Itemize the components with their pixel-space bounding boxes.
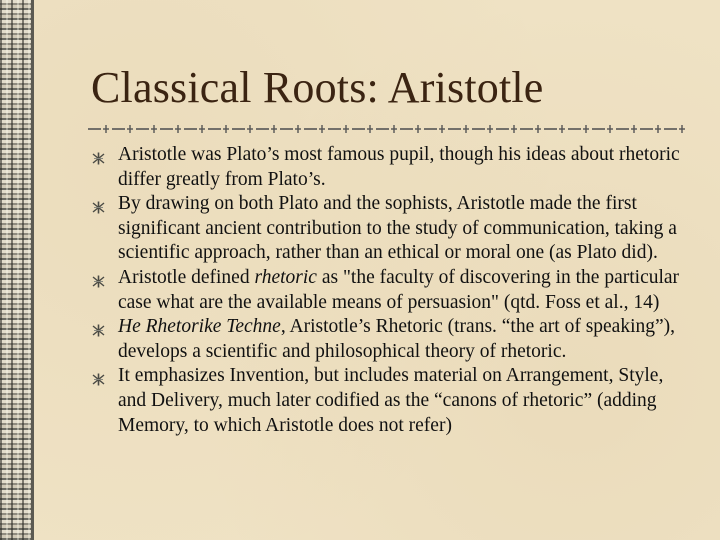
bullet-item (92, 266, 692, 315)
bullet-text: It emphasizes Invention, but includes material on Arrangement, Style, and Delivery, much later codified as the “canons of rhetoric” (adding Memory, to which Aristotle does not refer) (118, 365, 664, 436)
bullet-text: Aristotle was Plato’s most famous pupil, though his ideas about rhetoric differ greatly from Plato’s. (118, 144, 680, 190)
bullet-text-italic: rhetoric (254, 266, 317, 288)
bullet-item (92, 192, 692, 266)
bullet-text: , Aristotle’s Rhetoric (trans. “the art of speaking”), develops a scientific and philosophical theory of rhetoric. (118, 316, 676, 362)
asterisk-crossed-icon (92, 271, 105, 284)
bullet-text: Aristotle defined (118, 266, 255, 288)
asterisk-crossed-icon (92, 369, 105, 382)
asterisk-crossed-icon (92, 320, 105, 333)
bullet-text: By drawing on both Plato and the sophists, Aristotle made the first significant ancient contribution to the study of communication, taking a scientific approach, rather than an ethical or moral one (as Plato did). (118, 193, 677, 264)
bullet-list (92, 143, 692, 438)
title-divider (86, 122, 698, 136)
asterisk-crossed-icon (92, 197, 105, 210)
slide-title: Classical Roots: Aristotle (91, 63, 544, 112)
bullet-text: as "the faculty of discovering in the particular case what are the available means of persuasion" (qtd. Foss et al., 14) (118, 266, 680, 313)
bullet-item (92, 143, 692, 192)
decorative-border (0, 0, 34, 540)
bullet-text-italic: He Rhetorike Techne (118, 316, 281, 338)
bullet-item (92, 315, 692, 364)
asterisk-crossed-icon (92, 148, 105, 161)
bullet-item (92, 364, 692, 438)
